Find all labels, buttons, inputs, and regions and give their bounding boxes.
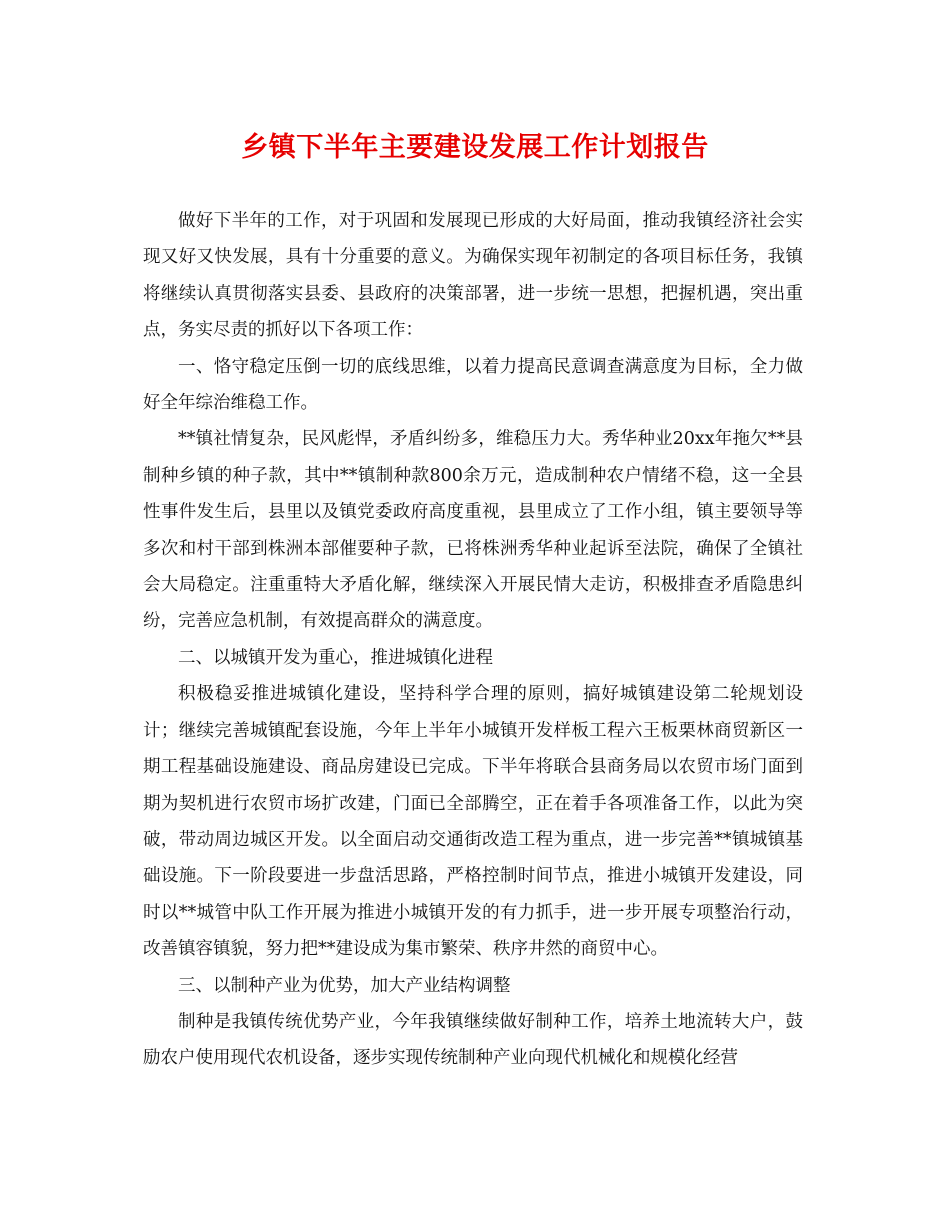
paragraph-section-2-body: 积极稳妥推进城镇化建设，坚持科学合理的原则，搞好城镇建设第二轮规划设计；继续完善城镇配套设施，今年上半年小城镇开发样板工程六王板栗林商贸新区一期工程基础设施建设、商品房建设已完成。下半年将联合县商务局以农贸市场门面到期为契机进行农贸市场扩改建，门面已全部腾空，正在着手各项准备工作，以此为突破，带动周边城区开发。以全面启动交通街改造工程为重点，进一步完善**镇城镇基础设施。下一阶段要进一步盘活思路，严格控制时间节点，推进小城镇开发建设，同时以**城管中队工作开展为推进小城镇开发的有力抓手，进一步开展专项整治行动，改善镇容镇貌，努力把**建设成为集市繁荣、秩序井然的商贸中心。 xyxy=(143,684,803,960)
paragraph-section-1-body: **镇社情复杂，民风彪悍，矛盾纠纷多，维稳压力大。秀华种业20xx年拖欠**县制种乡镇的种子款，其中**镇制种款800余万元，造成制种农户情绪不稳，这一全县性事件发生后，县里以及镇党委政府高度重视，县里成立了工作小组，镇主要领导等多次和村干部到株洲本部催要种子款，已将株洲秀华种业起诉至法院，确保了全镇社会大局稳定。注重重特大矛盾化解，继续深入开展民情大走访，积极排查矛盾隐患纠纷，完善应急机制，有效提高群众的满意度。 xyxy=(143,429,803,632)
paragraph-section-3-body: 制种是我镇传统优势产业，今年我镇继续做好制种工作，培养土地流转大户，鼓励农户使用现代农机设备，逐步实现传统制种产业向现代机械化和规模化经营 xyxy=(143,1011,803,1069)
paragraph-section-1-heading: 一、恪守稳定压倒一切的底线思维，以着力提高民意调查满意度为目标，全力做好全年综治维稳工作。 xyxy=(143,356,803,414)
paragraph-section-2-heading: 二、以城镇开发为重心，推进城镇化进程 xyxy=(178,647,493,668)
paragraph-intro: 做好下半年的工作，对于巩固和发展现已形成的大好局面，推动我镇经济社会实现又好又快发展，具有十分重要的意义。为确保实现年初制定的各项目标任务，我镇将继续认真贯彻落实县委、县政府的决策部署，进一步统一思想，把握机遇，突出重点，务实尽责的抓好以下各项工作： xyxy=(143,211,803,341)
paragraph-section-3-heading: 三、以制种产业为优势，加大产业结构调整 xyxy=(178,975,511,996)
document-title: 乡镇下半年主要建设发展工作计划报告 xyxy=(241,132,709,163)
document-body xyxy=(143,203,803,1077)
